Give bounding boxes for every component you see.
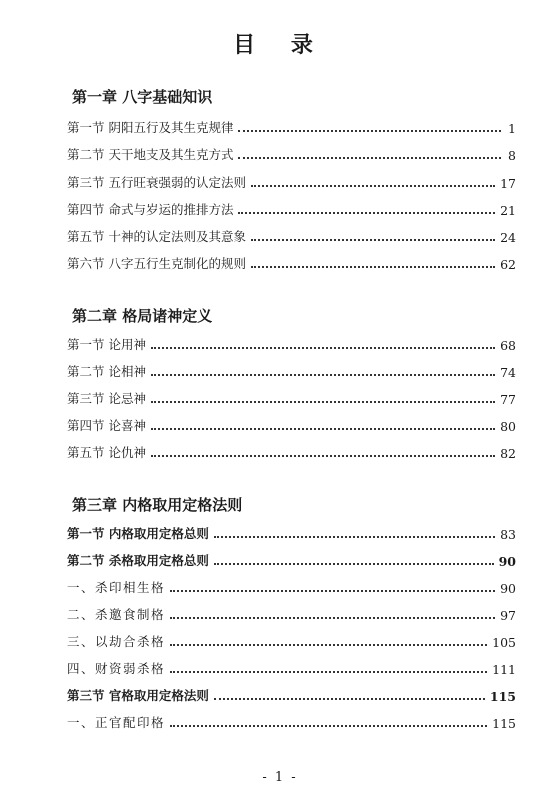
leader-dots — [151, 455, 495, 457]
toc-entry-label: 第六节 八字五行生克制化的规则 — [67, 256, 246, 271]
toc-entry-page: 83 — [500, 527, 516, 542]
leader-dots — [170, 590, 495, 592]
leader-dots — [151, 401, 495, 403]
leader-dots — [170, 725, 487, 727]
toc-entry[interactable] — [67, 360, 516, 380]
toc-entry-page: 90 — [500, 581, 516, 596]
leader-dots — [151, 347, 495, 349]
toc-entry-label: 第一节 阴阳五行及其生克规律 — [67, 120, 234, 135]
toc-entry[interactable] — [67, 549, 516, 569]
toc-entry[interactable] — [67, 252, 516, 272]
toc-entry-label: 第三节 五行旺衰强弱的认定法则 — [67, 175, 246, 190]
toc-entry-page: 105 — [492, 635, 516, 650]
toc-entry-label: 第三节 论忌神 — [67, 391, 146, 406]
page-title: 目 录 — [233, 33, 327, 58]
toc-entry[interactable] — [67, 225, 516, 245]
leader-dots — [214, 536, 495, 538]
toc-entry-page: 80 — [500, 419, 516, 434]
toc-entry[interactable] — [67, 387, 516, 407]
toc-entry-label: 第二节 杀格取用定格总则 — [67, 553, 209, 568]
toc-entry-label: 第五节 论仇神 — [67, 445, 146, 460]
toc-entry-page: 111 — [492, 662, 516, 677]
leader-dots — [170, 671, 487, 673]
toc-entry-page: 21 — [500, 203, 516, 218]
leader-dots — [151, 428, 495, 430]
toc-entry-label: 第四节 论喜神 — [67, 418, 146, 433]
toc-entry-page: 17 — [500, 176, 516, 191]
page-number: - 1 - — [262, 770, 298, 785]
leader-dots — [170, 617, 495, 619]
toc-entry[interactable] — [67, 603, 516, 623]
toc-entry-page: 62 — [500, 257, 516, 272]
chapter-heading-1: 第一章 八字基础知识 — [72, 88, 213, 106]
toc-entry-page: 97 — [500, 608, 516, 623]
chapter-heading-3: 第三章 内格取用定格法则 — [72, 496, 243, 514]
toc-entry-label: 第五节 十神的认定法则及其意象 — [67, 229, 246, 244]
toc-entry[interactable] — [67, 657, 516, 677]
leader-dots — [251, 185, 495, 187]
toc-entry-page: 82 — [500, 446, 516, 461]
leader-dots — [151, 374, 495, 376]
leader-dots — [251, 239, 495, 241]
leader-dots — [251, 266, 495, 268]
toc-entry-label: 第三节 官格取用定格法则 — [67, 688, 209, 703]
toc-entry-page: 115 — [492, 716, 516, 731]
toc-entry[interactable] — [67, 198, 516, 218]
toc-entry-page: 8 — [508, 148, 516, 163]
toc-entry-label: 第一节 论用神 — [67, 337, 146, 352]
leader-dots — [214, 563, 494, 565]
leader-dots — [170, 644, 487, 646]
toc-entry-label: 一、杀印相生格 — [67, 580, 166, 595]
toc-entry-label: 第二节 论相神 — [67, 364, 146, 379]
toc-entry-page: 68 — [500, 338, 516, 353]
toc-entry-label: 第二节 天干地支及其生克方式 — [67, 147, 234, 162]
toc-entry[interactable] — [67, 116, 516, 136]
leader-dots — [238, 130, 501, 132]
toc-entry[interactable] — [67, 143, 516, 163]
toc-entry[interactable] — [67, 333, 516, 353]
chapter-heading-2: 第二章 格局诸神定义 — [72, 307, 213, 325]
toc-entry[interactable] — [67, 414, 516, 434]
toc-entry-page: 77 — [500, 392, 516, 407]
toc-entry-page: 90 — [498, 554, 516, 569]
toc-entry-label: 一、正官配印格 — [67, 715, 166, 730]
leader-dots — [238, 157, 501, 159]
toc-entry-label: 三、以劫合杀格 — [67, 634, 166, 649]
leader-dots — [214, 698, 485, 700]
toc-entry-label: 二、杀邀食制格 — [67, 607, 166, 622]
toc-entry-page: 1 — [508, 121, 516, 136]
toc-entry[interactable] — [67, 684, 516, 704]
toc-entry-page: 115 — [489, 689, 516, 704]
toc-entry[interactable] — [67, 171, 516, 191]
toc-entry-label: 第四节 命式与岁运的推排方法 — [67, 202, 234, 217]
leader-dots — [238, 212, 495, 214]
toc-entry[interactable] — [67, 711, 516, 731]
toc-entry-label: 第一节 内格取用定格总则 — [67, 526, 209, 541]
toc-entry[interactable] — [67, 441, 516, 461]
toc-entry-label: 四、财资弱杀格 — [67, 661, 166, 676]
toc-entry[interactable] — [67, 630, 516, 650]
toc-entry[interactable] — [67, 522, 516, 542]
toc-entry-page: 74 — [500, 365, 516, 380]
toc-entry[interactable] — [67, 576, 516, 596]
toc-entry-page: 24 — [500, 230, 516, 245]
